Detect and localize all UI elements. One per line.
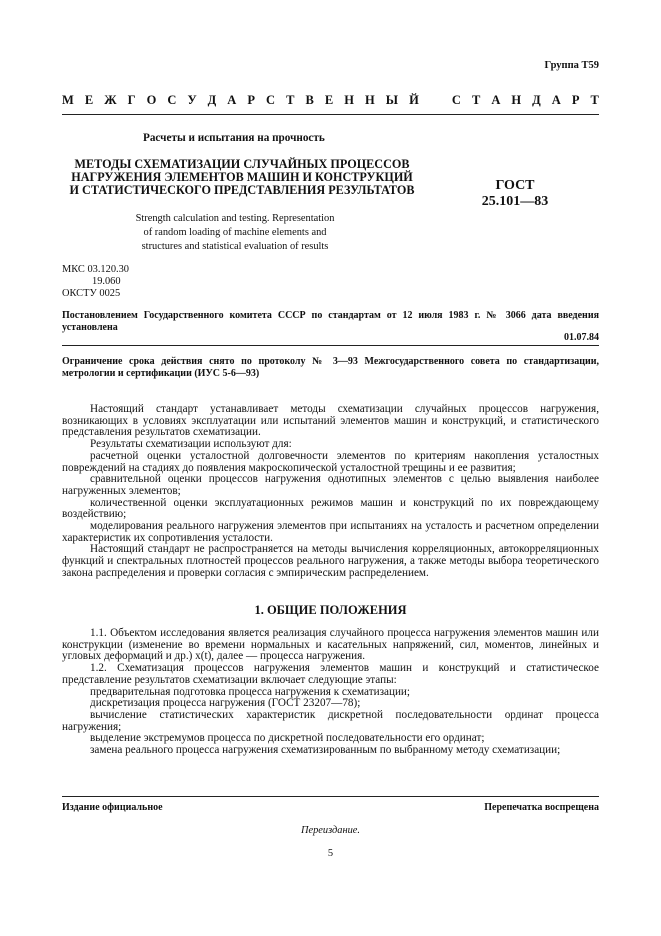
mks-code-2: 19.060 — [92, 276, 121, 287]
gost-code: 25.101—83 — [481, 194, 549, 209]
gost-number — [470, 178, 560, 210]
paragraph: Настоящий стандарт устанавливает методы схематизации случайных процессов нагружения, возникающих в условиях эксплуатации или испытаний элементов машин и конструкций, и статистического представления результатов схематизации. — [62, 403, 599, 439]
paragraph: выделение экстремумов процесса по дискретной последовательности его ординат; — [90, 732, 485, 745]
paragraph: 1.1. Объектом исследования является реализация случайного процесса нагружения элементов машин или конструкции (изменение во времени нормальных и касательных напряжений, сил, моментов, линейных и угловых деформаций и др.) x(t), далее — процесса нагружения. — [62, 627, 599, 663]
paragraph: предварительная подготовка процесса нагружения к схематизации; — [90, 685, 411, 698]
banner-letter: Т — [590, 93, 599, 107]
document-title — [62, 158, 422, 197]
paragraph: Настоящий стандарт не распространяется на методы вычисления корреляционных, автокорреляционных функций и спектральных плотностей процессов реального нагружения, а также методы выбора теоретического закона распределения и проверки согласия с эмпирическим распределением. — [62, 543, 599, 579]
paragraph: 1.2. Схематизация процессов нагружения элементов машин и конструкций и статистическое представление результатов схематизации включает следующие этапы: — [62, 662, 599, 686]
english-title-line: structures and statistical evaluation of results — [141, 241, 329, 252]
middle-divider — [62, 345, 599, 346]
english-title-line: of random loading of machine elements and — [143, 227, 327, 238]
title-line: МЕТОДЫ СХЕМАТИЗАЦИИ СЛУЧАЙНЫХ ПРОЦЕССОВ — [74, 157, 410, 171]
page-number: 5 — [327, 848, 334, 859]
banner-letter: С — [451, 93, 461, 107]
banner-letter: А — [551, 93, 561, 107]
banner-letter: М — [62, 93, 74, 107]
banner-letter: Д — [207, 93, 217, 107]
reprint-prohibited-label: Перепечатка воспрещена — [484, 802, 599, 813]
english-title — [110, 212, 360, 254]
banner-letter: У — [187, 93, 197, 107]
paragraph: Результаты схематизации используют для: — [90, 438, 292, 451]
banner-letter: Т — [286, 93, 295, 107]
banner-letter: Г — [127, 93, 136, 107]
banner-letter: С — [266, 93, 276, 107]
banner-letter: В — [305, 93, 314, 107]
banner-letter: Ы — [385, 93, 399, 107]
banner-letter: С — [167, 93, 177, 107]
section-heading: 1. ОБЩИЕ ПОЛОЖЕНИЯ — [254, 603, 407, 617]
banner-letter: Е — [84, 93, 94, 107]
intro-date: 01.07.84 — [564, 332, 599, 343]
paragraph: количественной оценки эксплуатационных режимов машин и конструкций по их повреждающему воздействию; — [62, 496, 599, 521]
banner-letter: Р — [571, 93, 580, 107]
english-title-line: Strength calculation and testing. Representation — [135, 213, 335, 224]
reprint-note: Переиздание. — [300, 825, 361, 836]
banner-letter: Н — [511, 93, 522, 107]
intro-body — [62, 404, 599, 580]
banner-letter: О — [146, 93, 157, 107]
banner-letter: А — [491, 93, 501, 107]
paragraph: вычисление статистических характеристик дискретной последовательности ординат процесса нагружения; — [62, 708, 599, 733]
gost-label: ГОСТ — [495, 178, 535, 193]
decree-text: Постановлением Государственного комитета СССР по стандартам от 12 июля 1983 г. № 3066 дата введения установлена — [62, 310, 599, 333]
banner-letter: А — [227, 93, 237, 107]
paragraph: моделирования реального нагружения элементов при испытаниях на усталость и расчетном определении характеристик их сопротивления усталости. — [62, 520, 599, 544]
classification-codes — [62, 264, 129, 300]
banner-letter: Н — [344, 93, 354, 107]
banner-letter: Т — [471, 93, 481, 107]
group-code: Группа Т59 — [544, 60, 599, 71]
paragraph: сравнительной оценки процессов нагружения однотипных элементов с целью выявления наиболее нагруженных элементов; — [62, 473, 599, 497]
paragraph: замена реального процесса нагружения схематизированным по выбранному методу схематизации; — [90, 744, 561, 757]
banner-letter: Д — [532, 93, 541, 107]
banner-letter: Н — [364, 93, 375, 107]
banner-letter: Е — [324, 93, 334, 107]
section-body — [62, 628, 599, 757]
banner-letter: Й — [409, 93, 419, 107]
paragraph: расчетной оценки усталостной долговечности элементов по критериям накопления усталостных повреждений на стадиях до появления макроскопической усталостной трещины и ее развития; — [62, 449, 599, 474]
official-edition-label: Издание официальное — [62, 802, 163, 813]
banner-letter: Ж — [104, 93, 117, 107]
subject-line: Расчеты и испытания на прочность — [143, 132, 325, 144]
limitation-text: Ограничение срока действия снято по протоколу № 3—93 Межгосударственного совета по стандартизации, метрологии и сертификации (ИУС 5-6—93) — [62, 356, 599, 379]
oksty-code: ОКСТУ 0025 — [62, 288, 121, 299]
banner-letter: Р — [247, 93, 255, 107]
mks-code: МКС 03.120.30 — [62, 264, 130, 275]
standard-banner — [62, 93, 599, 108]
top-divider — [62, 114, 599, 115]
paragraph: дискретизация процесса нагружения (ГОСТ 23207—78); — [90, 697, 361, 710]
title-line: И СТАТИСТИЧЕСКОГО ПРЕДСТАВЛЕНИЯ РЕЗУЛЬТАТОВ — [69, 183, 415, 197]
title-line: НАГРУЖЕНИЯ ЭЛЕМЕНТОВ МАШИН И КОНСТРУКЦИЙ — [71, 170, 413, 184]
bottom-divider — [62, 796, 599, 797]
